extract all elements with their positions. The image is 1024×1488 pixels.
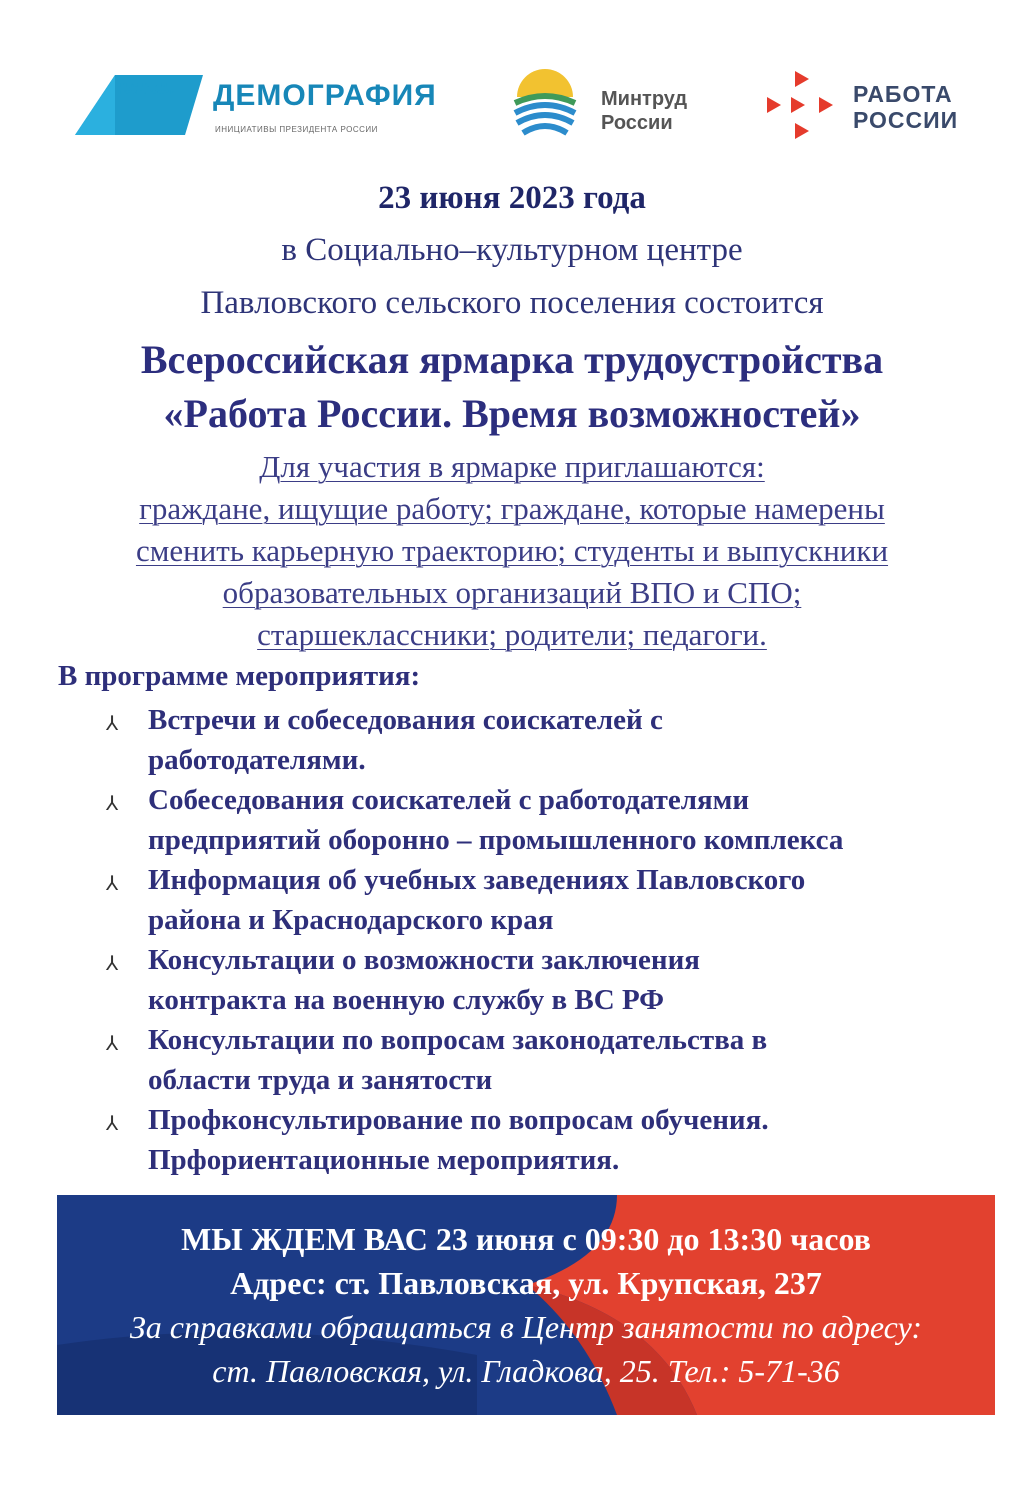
info-banner	[57, 1195, 995, 1415]
rabota-line1: РАБОТА	[853, 81, 953, 107]
program-item	[100, 1020, 1000, 1100]
rabota-rossii-logo	[765, 67, 995, 147]
rabota-rossii-text	[853, 81, 958, 133]
invite-line: старшеклассники; родители; педагоги.	[257, 617, 767, 652]
program-item-line: Собеседования соискателей с работодателями	[148, 784, 750, 816]
demography-mark-text: НАЦИОНАЛЬНЫЕ ПРОЕКТЫ РОССИИ	[117, 83, 175, 96]
logos-row	[0, 55, 1024, 165]
program-item-line: области труда и занятости	[148, 1064, 493, 1096]
banner-line-inquiries: За справками обращаться в Центр занятости по адресу:	[129, 1309, 923, 1345]
mintrud-emblem-icon	[505, 67, 585, 147]
program-item	[100, 940, 1000, 1020]
program-item-line: работодателями.	[148, 744, 366, 776]
event-title: Всероссийская ярмарка трудоустройства	[140, 337, 884, 382]
program-item-line: Профконсультирование по вопросам обучения.	[148, 1104, 769, 1136]
program-item-line: Встречи и собеседования соискателей с	[148, 704, 663, 736]
demography-subtitle: ИНИЦИАТИВЫ ПРЕЗИДЕНТА РОССИИ	[215, 125, 378, 134]
program-heading: В программе мероприятия:	[58, 660, 421, 692]
program-list	[100, 700, 1000, 1180]
bullet-icon: ⅄	[106, 1033, 119, 1055]
bullet-icon: ⅄	[106, 713, 119, 735]
program-item	[100, 1100, 1000, 1180]
program-item-line: Консультации о возможности заключения	[148, 944, 700, 976]
bullet-icon: ⅄	[106, 873, 119, 895]
mintrud-logo	[505, 67, 725, 147]
program-item-line: Консультации по вопросам законодательства в	[148, 1024, 768, 1056]
program-item-line: Информация об учебных заведениях Павловского	[148, 864, 806, 896]
event-date: 23 июня 2023 года	[378, 180, 646, 216]
bullet-icon: ⅄	[106, 953, 119, 975]
demography-logo	[75, 65, 445, 145]
banner-line-welcome: МЫ ЖДЕМ ВАС 23 июня с 09:30 до 13:30 часов	[181, 1221, 871, 1257]
program-item	[100, 860, 1000, 940]
bullet-icon: ⅄	[106, 1113, 119, 1135]
program-item-line: контракта на военную службу в ВС РФ	[148, 984, 665, 1016]
invite-line: сменить карьерную траекторию; студенты и выпускники	[135, 533, 889, 568]
bullet-icon: ⅄	[106, 793, 119, 815]
program-item-line: предприятий оборонно – промышленного комплекса	[148, 824, 844, 856]
invite-line: Для участия в ярмарке приглашаются:	[259, 449, 765, 484]
rabota-rossii-mark-icon	[765, 67, 845, 147]
rabota-line2: РОССИИ	[853, 107, 959, 133]
program-item-line: района и Краснодарского края	[148, 904, 554, 936]
program-item	[100, 780, 1000, 860]
invite-line: образовательных организаций ВПО и СПО;	[222, 575, 802, 610]
settlement-line: Павловского сельского поселения состоится	[200, 285, 824, 321]
mintrud-text	[601, 87, 687, 135]
program-item	[100, 700, 1000, 780]
banner-text	[57, 1217, 995, 1393]
mintrud-line1: Минтруд	[601, 88, 688, 110]
program-item-line: Прфориентационные мероприятия.	[148, 1144, 620, 1176]
event-subtitle: «Работа России. Время возможностей»	[163, 391, 861, 436]
mintrud-line2: России	[601, 112, 673, 134]
venue-line: в Социально–культурном центре	[281, 232, 743, 268]
banner-line-contact: ст. Павловская, ул. Гладкова, 25. Тел.: 5-71-36	[212, 1353, 840, 1389]
demography-title: ДЕМОГРАФИЯ	[213, 79, 437, 112]
invite-block	[0, 446, 1024, 656]
invite-line: граждане, ищущие работу; граждане, которые намерены	[139, 491, 885, 526]
banner-line-address: Адрес: ст. Павловская, ул. Крупская, 237	[230, 1265, 822, 1301]
demography-mark-icon	[75, 65, 205, 145]
